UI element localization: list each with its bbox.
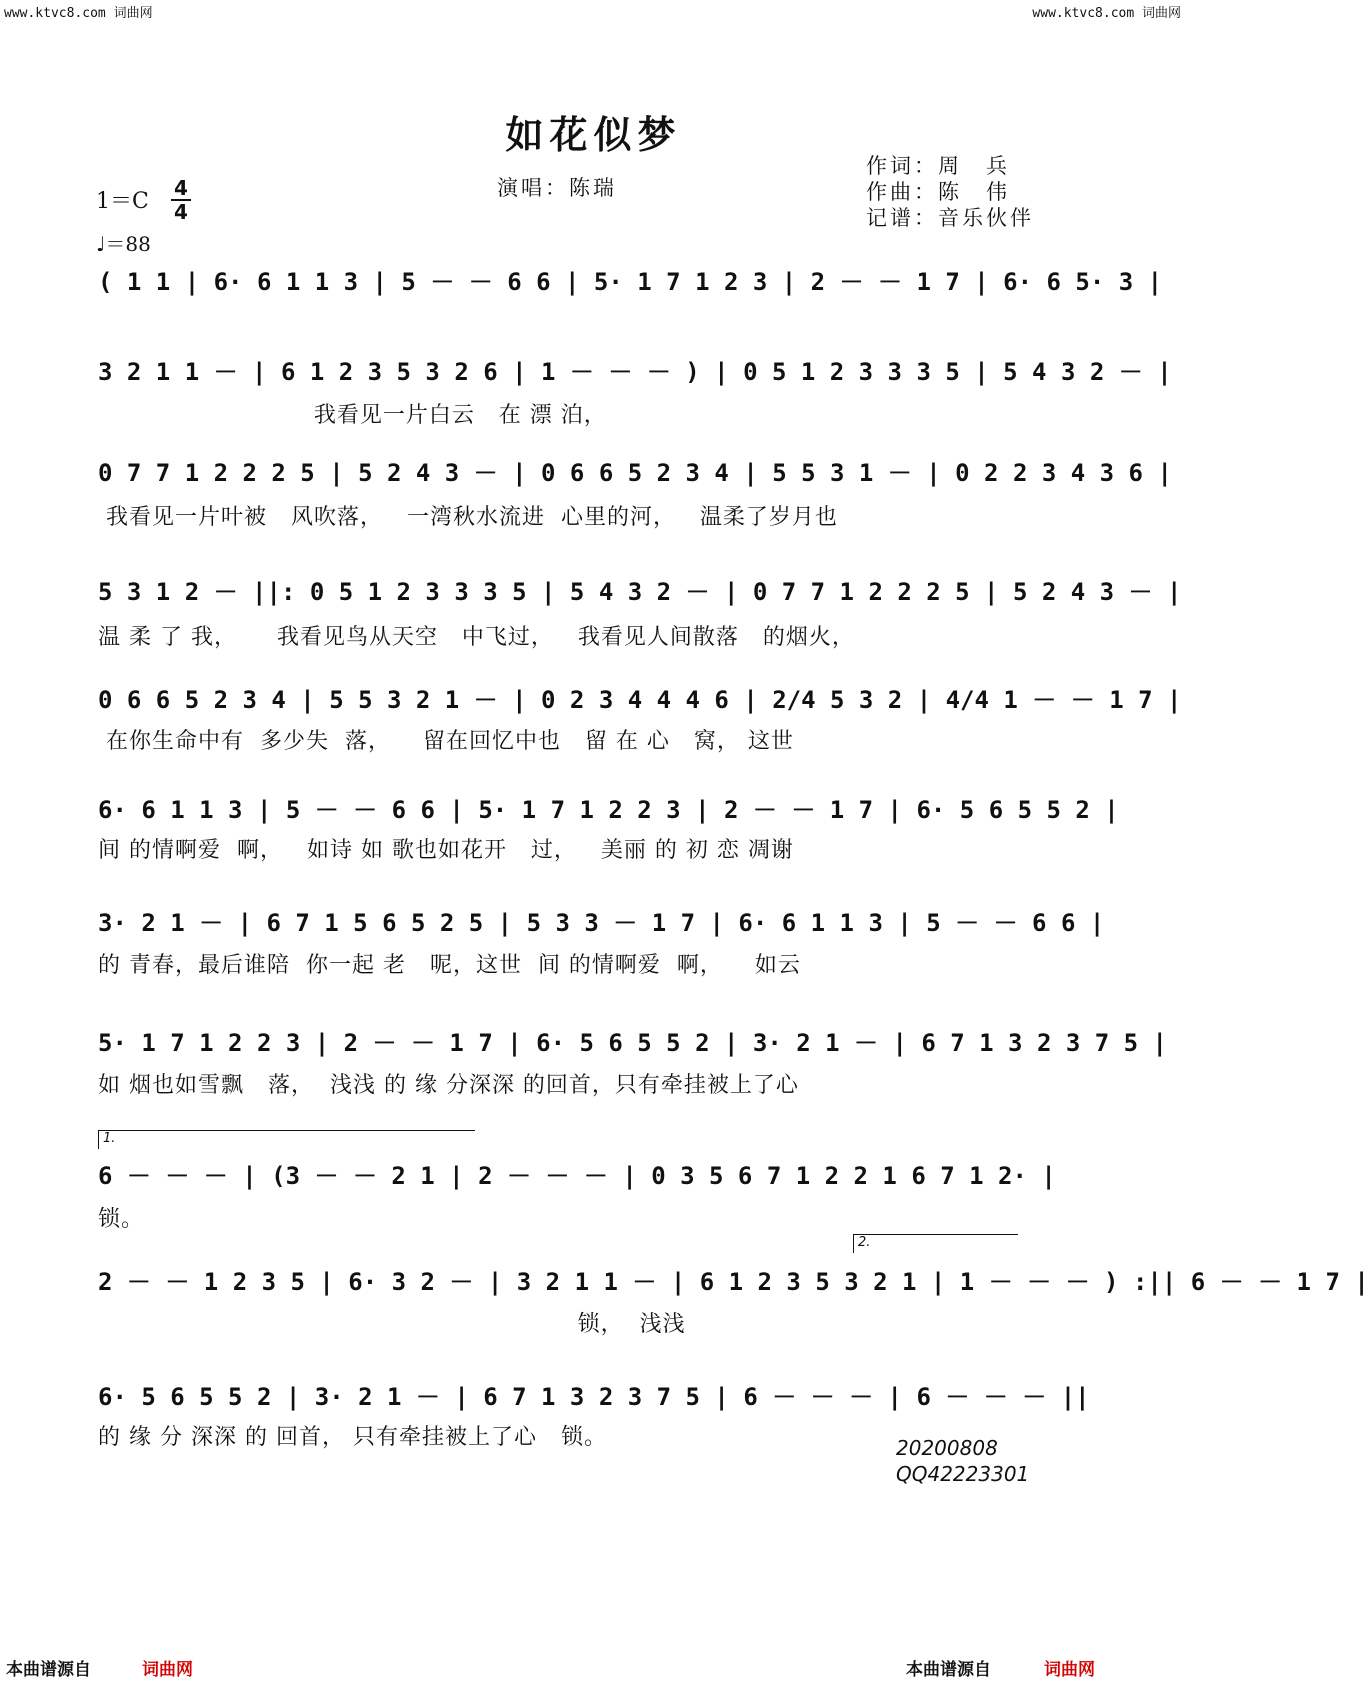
time-sig-bottom: 4 bbox=[174, 200, 188, 224]
notation-line-2: 3 2 1 1 － | 6 1 2 3 5 3 2 6 | 1 － － － ) | 0 5 1 2 3 3 3 5 | 5 4 3 2 － | bbox=[98, 358, 1172, 386]
volta-first-ending: 1. bbox=[98, 1130, 475, 1149]
lyrics-line-5: 在你生命中有 多少失 落， 留在回忆中也 留 在 心 窝， 这世 bbox=[98, 729, 794, 754]
volta-second-ending: 2. bbox=[853, 1234, 1018, 1253]
tempo-marking: ♩＝88 bbox=[96, 232, 151, 256]
header-url-left[interactable]: www.ktvc8.com 词曲网 bbox=[4, 6, 153, 21]
notation-line-4: 5 3 1 2 － ||: 0 5 1 2 3 3 3 5 | 5 4 3 2 － | 0 7 7 1 2 2 2 5 | 5 2 4 3 － | bbox=[98, 578, 1182, 606]
time-sig-top: 4 bbox=[174, 176, 188, 200]
lyrics-line-8: 如 烟也如雪飘 落， 浅浅 的 缘 分深深 的回首，只有牵挂被上了心 bbox=[98, 1073, 799, 1098]
notation-line-6: 6· 6 1 1 3 | 5 － － 6 6 | 5· 1 7 1 2 2 3 | 2 － － 1 7 | 6· 5 6 5 5 2 | bbox=[98, 796, 1119, 824]
lyrics-line-7: 的 青春，最后谁陪 你一起 老 呢，这世 间 的情啊爱 啊， 如云 bbox=[98, 953, 801, 978]
notation-line-11: 6· 5 6 5 5 2 | 3· 2 1 － | 6 7 1 3 2 3 7 5 | 6 － － － | 6 － － － || bbox=[98, 1383, 1090, 1411]
notation-line-8: 5· 1 7 1 2 2 3 | 2 － － 1 7 | 6· 5 6 5 5 2 | 3· 2 1 － | 6 7 1 3 2 3 7 5 | bbox=[98, 1029, 1167, 1057]
header-url-right[interactable]: www.ktvc8.com 词曲网 bbox=[1032, 6, 1181, 21]
time-signature bbox=[171, 178, 191, 222]
lyrics-line-3: 我看见一片叶被 风吹落， 一湾秋水流进 心里的河， 温柔了岁月也 bbox=[98, 505, 838, 530]
footer-brand-left[interactable]: 词曲网 bbox=[142, 1660, 193, 1680]
notation-line-10: 2 － － 1 2 3 5 | 6· 3 2 － | 3 2 1 1 － | 6 1 2 3 5 3 2 1 | 1 － － － ) :|| 6 － － 1 7 | bbox=[98, 1268, 1369, 1296]
footer-source-left: 本曲谱源自 bbox=[6, 1660, 91, 1680]
lyrics-line-11: 的 缘 分 深深 的 回首， 只有牵挂被上了心 锁。 bbox=[98, 1425, 607, 1450]
singer-credit: 演唱：陈瑞 bbox=[497, 176, 617, 200]
notation-line-9: 6 － － － | (3 － － 2 1 | 2 － － － | 0 3 5 6 7 1 2 2 1 6 7 1 2· | bbox=[98, 1162, 1056, 1190]
date-note: 20200808 bbox=[896, 1436, 998, 1460]
footer-brand-right[interactable]: 词曲网 bbox=[1044, 1660, 1095, 1680]
lyrics-line-4: 温 柔 了 我， 我看见鸟从天空 中飞过， 我看见人间散落 的烟火， bbox=[98, 625, 855, 650]
notation-line-7: 3· 2 1 － | 6 7 1 5 6 5 2 5 | 5 3 3 － 1 7 | 6· 6 1 1 3 | 5 － － 6 6 | bbox=[98, 909, 1105, 937]
composer-credit: 作曲：陈 伟 bbox=[866, 180, 1010, 204]
lyrics-line-9: 锁。 bbox=[98, 1207, 145, 1232]
notation-line-3: 0 7 7 1 2 2 2 5 | 5 2 4 3 － | 0 6 6 5 2 3 4 | 5 5 3 1 － | 0 2 2 3 4 3 6 | bbox=[98, 459, 1172, 487]
lyrics-line-2: 我看见一片白云 在 漂 泊， bbox=[98, 403, 607, 428]
qq-note: QQ42223301 bbox=[896, 1462, 1030, 1486]
transcriber-credit: 记谱：音乐伙伴 bbox=[866, 206, 1034, 230]
song-title: 如花似梦 bbox=[505, 112, 682, 157]
footer-source-right: 本曲谱源自 bbox=[906, 1660, 991, 1680]
lyrics-line-10: 锁， 浅浅 bbox=[98, 1312, 686, 1337]
lyrics-line-6: 间 的情啊爱 啊， 如诗 如 歌也如花开 过， 美丽 的 初 恋 凋谢 bbox=[98, 838, 794, 863]
notation-line-5: 0 6 6 5 2 3 4 | 5 5 3 2 1 － | 0 2 3 4 4 4 6 | 2/4 5 3 2 | 4/4 1 － － 1 7 | bbox=[98, 686, 1182, 714]
notation-line-1: ( 1 1 | 6· 6 1 1 3 | 5 － － 6 6 | 5· 1 7 1 2 3 | 2 － － 1 7 | 6· 6 5· 3 | bbox=[98, 268, 1163, 296]
lyricist-credit: 作词：周 兵 bbox=[866, 154, 1010, 178]
key-signature: 1＝C bbox=[96, 189, 149, 214]
